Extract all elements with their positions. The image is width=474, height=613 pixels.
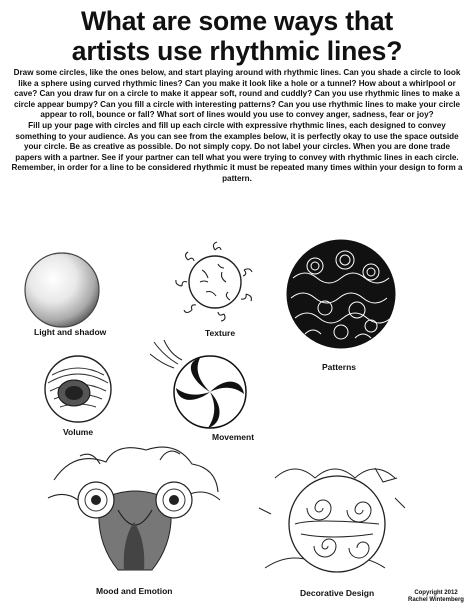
caption-texture: Texture bbox=[205, 328, 236, 338]
title-line-1: What are some ways that bbox=[80, 6, 394, 36]
caption-patterns: Patterns bbox=[322, 362, 357, 372]
instructions-paragraph-1: Draw some circles, like the ones below, and start playing around with rhythmic lines. Can you shade a circle to look like a sphere using curved rhythmic lines? Can you make it look like a hole or a tunnel? How about a whirlpool or cave? Can you draw fur on a circle to make it appear soft, round and cuddly? Can you use rhythmic lines to make a circle appear bumpy? Can you fill a circle with interesting patterns? Can you use rhythmic lines to make your circle appear to roll, bounce or fall? What sort of lines would you use to convey anger, sadness, fear or joy? bbox=[13, 68, 461, 120]
title-line-2: artists use rhythmic lines? bbox=[71, 36, 403, 66]
caption-mood-and-emotion: Mood and Emotion bbox=[96, 586, 173, 596]
mood-and-emotion-drawing bbox=[40, 440, 230, 580]
page-title bbox=[0, 6, 474, 66]
instructions bbox=[10, 68, 464, 185]
texture-drawing bbox=[172, 242, 258, 322]
patterns-drawing bbox=[285, 238, 397, 350]
caption-light-and-shadow: Light and shadow bbox=[34, 327, 107, 337]
copyright-notice bbox=[405, 590, 467, 604]
volume-drawing bbox=[42, 353, 114, 425]
instructions-paragraph-2: Fill up your page with circles and fill up each circle with expressive rhythmic lines, each designed to convey something to your audience. As you can see from the examples below, it is perfectly okay to use the space outside your circle. Be as creative as possible. Do not simply copy. Do not label your circles. When you are done trade papers with a partner. See if your partner can tell what you were trying to convey with rhythmic lines in each circle. Remember, in order for a line to be considered rhythmic it must be repeated many times within your design to form a pattern. bbox=[11, 120, 463, 183]
light-and-shadow-drawing bbox=[22, 250, 102, 330]
copyright-line-1: Copyright 2012 bbox=[414, 590, 458, 596]
caption-decorative-design: Decorative Design bbox=[300, 588, 375, 598]
caption-movement: Movement bbox=[212, 432, 255, 442]
copyright-line-2: Rachel Wintemberg bbox=[408, 597, 464, 603]
decorative-design-drawing bbox=[255, 458, 415, 586]
caption-volume: Volume bbox=[63, 427, 94, 437]
movement-drawing bbox=[150, 340, 250, 432]
